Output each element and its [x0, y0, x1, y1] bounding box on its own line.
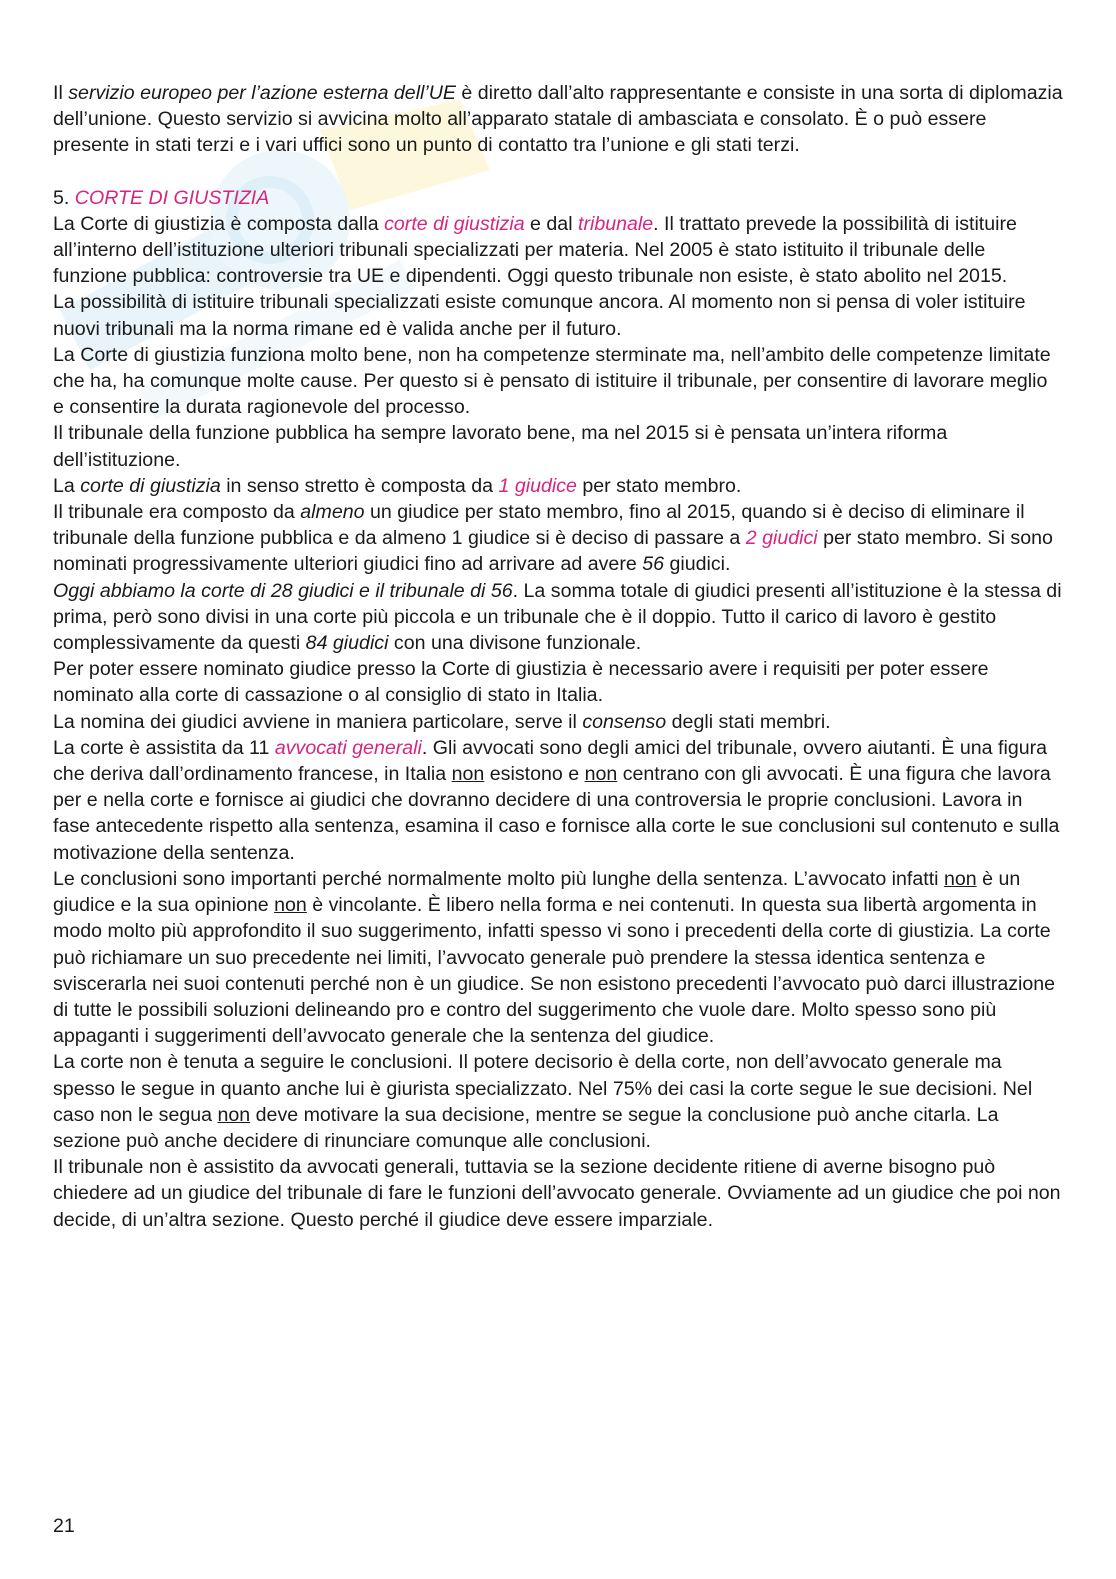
paragraph: La Corte di giustizia è composta dalla corte di giustizia e dal tribunale. Il trattato prevede la possibilità di istituire all’interno dell’istituzione ulteriori tribunali specializzati per materia. Nel 2005 è stato istituito il tribunale delle funzione pubblica: controversie tra UE e dipendenti. Oggi questo tribunale non esiste, è stato abolito nel 2015. [53, 212, 1017, 288]
paragraph: La Corte di giustizia funziona molto bene, non ha competenze sterminate ma, nell’ambito delle competenze limitate che ha, ha comunque molte cause. Per questo si è pensato di istituire il tribunale, per consentire di lavorare meglio e consentire la durata ragionevole del processo. [53, 343, 1051, 419]
paragraph: La corte di giustizia in senso stretto è composta da 1 giudice per stato membro. [53, 474, 742, 497]
paragraph: Le conclusioni sono importanti perché normalmente molto più lunghe della sentenza. L’avvocato infatti non è un giudice e la sua opinione non è vincolante. È libero nella forma e nei contenuti. In questa sua libertà argomenta in modo molto più approfondito il suo suggerimento, infatti spesso vi sono i precedenti della corte di giustizia. La corte può richiamare un suo precedente nei limiti, l’avvocato generale può prendere la stessa identica sentenza e sviscerarla nei suoi contenuti perché non è un giudice. Se non esistono precedenti l’avvocato può darci illustrazione di tutte le possibili soluzioni delineando pro e contro del suggerimento che vuole dare. Molto spesso sono più appaganti i suggerimenti dell’avvocato generale che la sentenza del giudice. [53, 867, 1056, 1048]
paragraph: La corte non è tenuta a seguire le conclusioni. Il potere decisorio è della corte, non dell’avvocato generale ma spesso le segue in quanto anche lui è giurista specializzato. Nel 75% dei casi la corte segue le sue decisioni. Nel caso non le segua non deve motivare la sua decisione, mentre se segue la conclusione può anche citarla. La sezione può anche decidere di rinunciare comunque alle conclusioni. [53, 1051, 1033, 1152]
paragraph: La corte è assistita da 11 avvocati generali. Gli avvocati sono degli amici del tribunale, ovvero aiutanti. È una figura che deriva dall’ordinamento francese, in Italia non esistono e non centrano con gli avvocati. È una figura che lavora per e nella corte e fornisce ai giudici che dovranno decidere di una controversia le proprie conclusioni. Lavora in fase antecedente rispetto alla sentenza, esamina il caso e fornisce alla corte le sue conclusioni sul contenuto e sulla motivazione della sentenza. [53, 736, 1060, 864]
paragraph: Il tribunale non è assistito da avvocati generali, tuttavia se la sezione decidente ritiene di averne bisogno può chiedere ad un giudice del tribunale di fare le funzioni dell’avvocato generale. Ovviamente ad un giudice che poi non decide, di un’altra sezione. Questo perché il giudice deve essere imparziale. [53, 1156, 1061, 1231]
page-number: 21 [53, 1515, 75, 1537]
paragraph: Oggi abbiamo la corte di 28 giudici e il tribunale di 56. La somma totale di giudici presenti all’istituzione è la stessa di prima, però sono divisi in una corte più piccola e un tribunale che è il doppio. Tutto il carico di lavoro è gestito complessivamente da questi 84 giudici con una divisone funzionale. [53, 579, 1062, 655]
document-body [53, 80, 1063, 1233]
paragraph: Il tribunale era composto da almeno un giudice per stato membro, fino al 2015, quando si è deciso di eliminare il tribunale della funzione pubblica e da almeno 1 giudice si è deciso di passare a 2 giudici per stato membro. Si sono nominati progressivamente ulteriori giudici fino ad arrivare ad avere 56 giudici. [53, 501, 1053, 576]
paragraph: La nomina dei giudici avviene in maniera particolare, serve il consenso degli stati membri. [53, 710, 831, 733]
paragraph: Il servizio europeo per l’azione esterna dell’UE è diretto dall’alto rappresentante e consiste in una sorta di diplomazia dell’unione. Questo servizio si avvicina molto all’apparato statale di ambasciata e consolato. È o può essere presente in stati terzi e i vari uffici sono un punto di contatto tra l’unione e gli stati terzi. [53, 82, 1063, 157]
section-heading: 5. CORTE DI GIUSTIZIA [53, 186, 270, 209]
paragraph: La possibilità di istituire tribunali specializzati esiste comunque ancora. Al momento non si pensa di voler istituire nuovi tribunali ma la norma rimane ed è valida anche per il futuro. [53, 291, 1026, 340]
paragraph: Per poter essere nominato giudice presso la Corte di giustizia è necessario avere i requisiti per poter essere nominato alla corte di cassazione o al consiglio di stato in Italia. [53, 658, 989, 707]
paragraph: Il tribunale della funzione pubblica ha sempre lavorato bene, ma nel 2015 si è pensata un’intera riforma dell’istituzione. [53, 422, 948, 471]
